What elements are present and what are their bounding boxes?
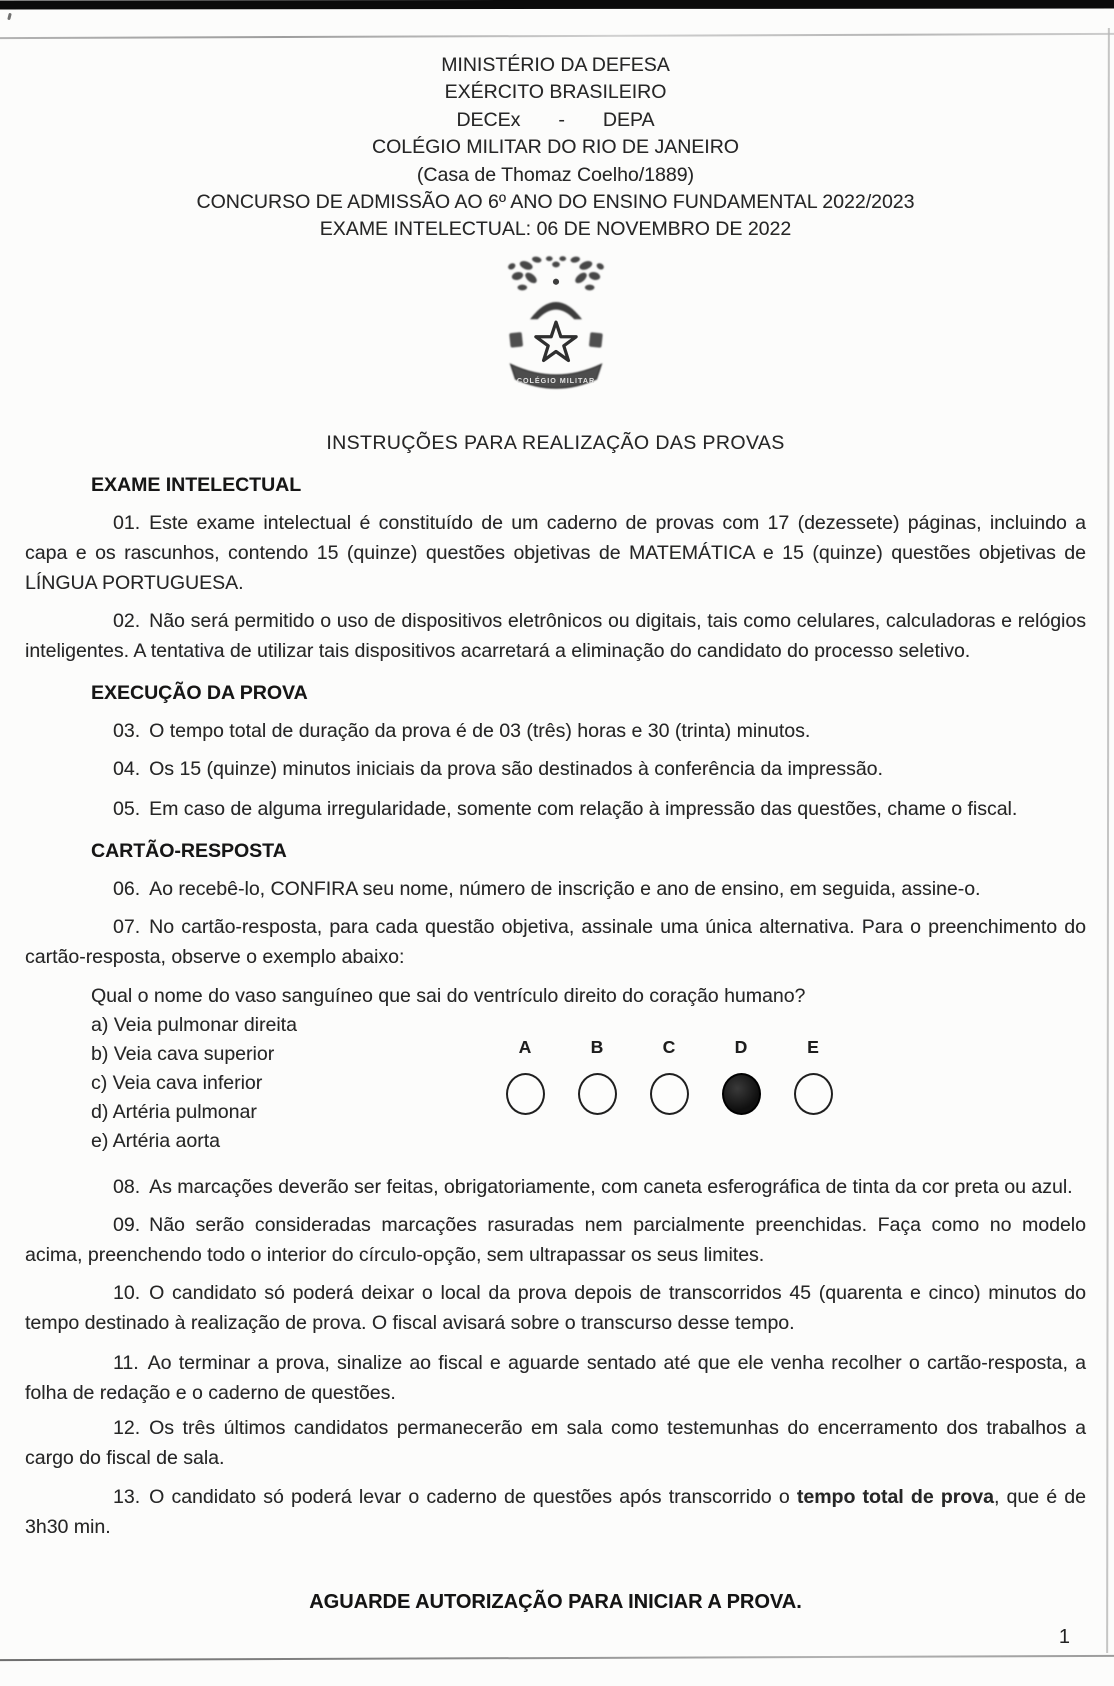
item-text: Este exame intelectual é constituído de um caderno de provas com 17 (dezessete) páginas, incluindo a capa e os rascunhos, contendo 15 (quinze) questões objetivas de MATEMÁTICA e 15 (quinze) questões objetivas de LÍNGUA PORTUGUESA. [25, 511, 1086, 594]
instruction-item-03 [25, 716, 1086, 746]
scan-top-edge-bar [0, 0, 1114, 9]
instruction-item-05 [25, 794, 1086, 824]
item-text: Não serão consideradas marcações rasuradas nem parcialmente preenchidas. Faça como no modelo acima, preenchendo todo o interior do círculo-opção, sem ultrapassar os seus limites. [25, 1213, 1086, 1266]
page-number: 1 [1058, 1626, 1070, 1648]
military-crest-icon [491, 250, 621, 402]
example-options [91, 1011, 1086, 1156]
instruction-item-02 [25, 606, 1086, 666]
answer-option-d: d) Artéria pulmonar [91, 1100, 257, 1123]
answer-bubble-b [578, 1073, 617, 1115]
bubble-label-d: D [734, 1036, 748, 1057]
item-number: 02. [113, 609, 141, 632]
item-text: Os 15 (quinze) minutos iniciais da prova são destinados à conferência da impressão. [149, 757, 883, 780]
instruction-item-04 [25, 754, 1086, 784]
instruction-item-12 [25, 1413, 1086, 1473]
document-content [25, 52, 1086, 1617]
letterhead-line-decex-depa [25, 107, 1086, 134]
crest-banner-text: COLÉGIO MILITAR [516, 375, 595, 385]
answer-option-e: e) Artéria aorta [91, 1129, 220, 1152]
crest-banner [510, 364, 600, 388]
answer-option-c: c) Veia cava inferior [91, 1071, 263, 1094]
item-number: 10. [113, 1281, 141, 1304]
item-text: O candidato só poderá deixar o local da prova depois de transcorridos 45 (quarenta e cinco) minutos do tempo destinado à realização de prova. O fiscal avisará sobre o transcurso desse tempo. [25, 1281, 1086, 1334]
section-heading-cartao-resposta: CARTÃO-RESPOSTA [91, 839, 287, 862]
start-notice: AGUARDE AUTORIZAÇÃO PARA INICIAR A PROVA. [309, 1590, 802, 1613]
letterhead-line-army: EXÉRCITO BRASILEIRO [444, 81, 667, 104]
instruction-item-01 [25, 508, 1086, 598]
bubble-label-c: C [662, 1036, 676, 1057]
bubble-cell [777, 1073, 849, 1115]
bubble-label-a: A [518, 1036, 532, 1057]
instruction-item-09 [25, 1210, 1086, 1270]
crest-laurel-smudges [506, 256, 604, 291]
bubble-circles-row [489, 1073, 849, 1115]
answer-sheet-example [91, 981, 1086, 1156]
section-heading-exame-intelectual: EXAME INTELECTUAL [91, 473, 302, 496]
item-text: , que é de 3h30 min. [25, 1485, 1086, 1538]
bubble-cell [561, 1073, 633, 1115]
item-text: As marcações deverão ser feitas, obrigatoriamente, com caneta esferográfica de tinta da cor preta ou azul. [149, 1175, 1073, 1198]
letterhead-line-concurso: CONCURSO DE ADMISSÃO AO 6º ANO DO ENSINO FUNDAMENTAL 2022/2023 [196, 191, 915, 214]
decex-dash: - [558, 108, 565, 131]
bubble-grid [489, 1033, 849, 1115]
instruction-item-06 [25, 874, 1086, 904]
item-number: 01. [113, 511, 141, 534]
military-crest [491, 250, 621, 402]
item-number: 08. [113, 1175, 141, 1198]
item-text: O candidato só poderá levar o caderno de questões após transcorrido o [149, 1485, 797, 1508]
letterhead [25, 52, 1086, 244]
item-text: Os três últimos candidatos permanecerão em sala como testemunhas do encerramento dos trabalhos a cargo do fiscal de sala. [25, 1416, 1086, 1469]
item-number: 04. [113, 757, 141, 780]
bubble-cell [705, 1073, 777, 1115]
answer-bubble-d [722, 1073, 761, 1115]
item-number: 12. [113, 1416, 141, 1439]
example-question: Qual o nome do vaso sanguíneo que sai do ventrículo direito do coração humano? [91, 984, 806, 1007]
decex-label: DECEx [456, 108, 521, 131]
item-number: 09. [113, 1213, 141, 1236]
item-text: Não será permitido o uso de dispositivos eletrônicos ou digitais, tais como celulares, calculadoras e relógios inteligentes. A tentativa de utilizar tais dispositivos acarretará a eliminação do candidato do processo seletivo. [25, 609, 1086, 662]
depa-label: DEPA [602, 108, 655, 131]
instruction-item-13 [25, 1482, 1086, 1542]
item-number: 06. [113, 877, 141, 900]
instruction-item-11 [25, 1348, 1086, 1408]
scan-top-line [0, 33, 1114, 39]
letterhead-line-exam-date: EXAME INTELECTUAL: 06 DE NOVEMBRO DE 2022 [319, 218, 792, 241]
answer-bubble-c [650, 1073, 689, 1115]
bubble-label-b: B [590, 1036, 604, 1057]
item-number: 03. [113, 719, 141, 742]
item-number: 11. [113, 1351, 139, 1374]
item-text-bold: tempo total de prova [796, 1485, 994, 1508]
answer-option-b: b) Veia cava superior [91, 1042, 275, 1065]
scan-right-edge-line [1106, 28, 1110, 1653]
item-text: O tempo total de duração da prova é de 03 (três) horas e 30 (trinta) minutos. [149, 719, 811, 742]
bubble-label-e: E [807, 1036, 819, 1057]
letterhead-line-ministry: MINISTÉRIO DA DEFESA [441, 54, 670, 76]
letterhead-line-college: COLÉGIO MILITAR DO RIO DE JANEIRO [372, 136, 739, 159]
instruction-item-10 [25, 1278, 1086, 1338]
letterhead-line-casa: (Casa de Thomaz Coelho/1889) [416, 163, 695, 186]
item-number: 05. [113, 797, 141, 820]
item-number: 13. [113, 1485, 141, 1508]
item-number: 07. [113, 915, 141, 938]
instruction-item-07 [25, 912, 1086, 972]
crest-star [535, 322, 575, 360]
item-text: Ao terminar a prova, sinalize ao fiscal e aguarde sentado até que ele venha recolher o cartão-resposta, a folha de redação e o caderno de questões. [25, 1351, 1086, 1404]
item-text: Ao recebê-lo, CONFIRA seu nome, número de inscrição e ano de ensino, em seguida, assine-o. [149, 877, 981, 900]
answer-option-a: a) Veia pulmonar direita [91, 1013, 297, 1036]
answer-bubble-e [794, 1073, 833, 1115]
instructions-title: INSTRUÇÕES PARA REALIZAÇÃO DAS PROVAS [326, 431, 785, 454]
bubble-cell [633, 1073, 705, 1115]
instruction-item-08 [25, 1172, 1086, 1202]
bubble-cell [489, 1073, 561, 1115]
scan-corner-mark [7, 13, 12, 21]
item-text: Em caso de alguma irregularidade, somente com relação à impressão das questões, chame o fiscal. [149, 797, 1018, 820]
scan-bottom-line [0, 1655, 1114, 1661]
answer-bubble-a [506, 1073, 545, 1115]
crest-arch [530, 279, 582, 320]
item-text: No cartão-resposta, para cada questão objetiva, assinale uma única alternativa. Para o preenchimento do cartão-resposta, observe o exemplo abaixo: [25, 915, 1086, 968]
section-heading-execucao-da-prova: EXECUÇÃO DA PROVA [91, 681, 308, 704]
bubble-labels-row [489, 1033, 849, 1062]
